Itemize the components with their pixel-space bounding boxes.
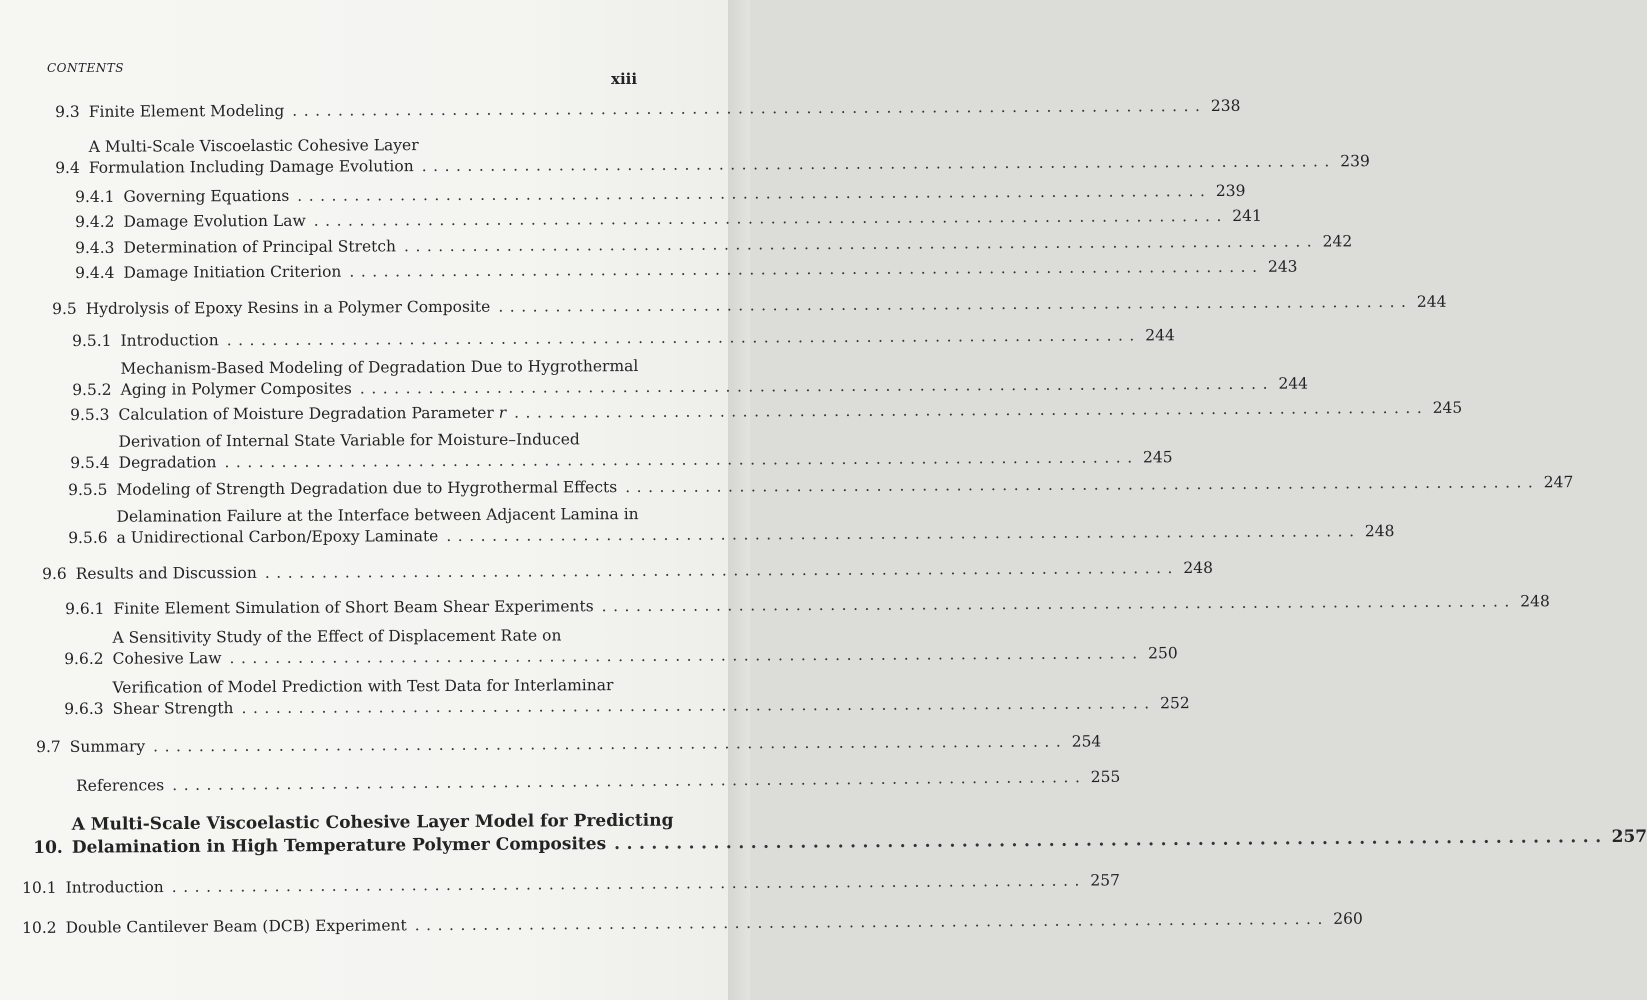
- toc-entry-title-line: A Multi-Scale Viscoelastic Cohesive Layer: [88, 136, 419, 156]
- toc-entry-title-line: Governing Equations: [123, 186, 290, 206]
- toc-entry: [75, 181, 1246, 208]
- toc-entry-number: 10.2: [22, 918, 57, 937]
- toc-entry-title-line: Calculation of Moisture Degradation Parameter r: [118, 403, 507, 424]
- toc-entry-title-line: Introduction: [65, 878, 164, 897]
- toc-entry-title-line: Verification of Model Prediction with Test Data for Interlaminar: [112, 676, 614, 697]
- toc-entry-number: 9.6: [42, 564, 67, 583]
- dot-leader: ................................................................................: [226, 326, 1141, 350]
- toc-entry-title-line: Results and Discussion: [75, 563, 257, 583]
- dot-leader: ................................................................................: [153, 732, 1068, 756]
- toc-entry: [55, 134, 1370, 179]
- toc-entry-title-line: Hydrolysis of Epoxy Resins in a Polymer Composite: [85, 297, 491, 318]
- toc-entry: [36, 732, 1102, 758]
- toc-entry-page: 248: [1183, 558, 1214, 578]
- toc-entry-number: 9.4.2: [75, 212, 115, 231]
- dot-leader: ................................................................................: [614, 827, 1608, 854]
- toc-entry-page: 254: [1071, 732, 1102, 751]
- toc-entry-title-line: Damage Initiation Criterion: [123, 262, 342, 282]
- toc-entry-number: 9.4.3: [75, 238, 115, 257]
- toc-entry-title-line: Cohesive Law: [112, 649, 222, 668]
- toc-entry-title-line: A Sensitivity Study of the Effect of Displacement Rate on: [112, 626, 562, 647]
- toc-entry-title-line: References: [76, 776, 165, 795]
- toc-entry-page: 244: [1145, 326, 1175, 345]
- toc-entry-title-line: Mechanism-Based Modeling of Degradation Due to Hygrothermal: [120, 357, 639, 378]
- toc-entry-title: [112, 672, 1155, 719]
- dot-leader: ................................................................................: [498, 292, 1413, 316]
- toc-entry-title: [89, 130, 1336, 179]
- toc-entry: [68, 504, 1395, 549]
- toc-entry-title: [70, 732, 1068, 758]
- dot-leader: ................................................................................: [292, 96, 1207, 120]
- toc-entry-page: 239: [1215, 181, 1246, 201]
- dot-leader: ................................................................................: [625, 473, 1540, 497]
- dot-leader: ................................................................................: [414, 909, 1329, 935]
- toc-entry-title-line: Modeling of Strength Degradation due to Hygrothermal Effects: [116, 478, 618, 499]
- toc-entry-number: 9.6.3: [64, 699, 104, 718]
- toc-entry: [52, 292, 1447, 320]
- dot-leader: ................................................................................: [229, 644, 1144, 668]
- toc-entry-title: [123, 206, 1227, 233]
- toc-entry: [33, 809, 1647, 860]
- toc-entry-page: 244: [1416, 292, 1447, 311]
- toc-entry-title-line: a Unidirectional Carbon/Epoxy Laminate: [116, 527, 439, 547]
- toc-entry: [72, 326, 1175, 352]
- toc-entry-title-line: Finite Element Simulation of Short Beam Shear Experiments: [113, 597, 594, 618]
- dot-leader: ................................................................................: [514, 398, 1429, 422]
- toc-entry-page: 257: [1090, 871, 1120, 890]
- toc-entry-page: 250: [1148, 644, 1178, 663]
- toc-entry-page: 241: [1232, 206, 1262, 225]
- toc-entry-title-line: Determination of Principal Stretch: [123, 237, 397, 257]
- toc-entry-number: 9.5: [52, 299, 77, 318]
- toc-entry-page: 243: [1267, 257, 1298, 276]
- toc-entry-title: [72, 803, 1608, 860]
- toc-entry: [68, 473, 1574, 501]
- toc-entry-title: [118, 426, 1138, 473]
- toc-entry-number: 9.3: [55, 102, 80, 121]
- toc-entry-title-line: A Multi-Scale Viscoelastic Cohesive Layer Model for Predicting: [71, 810, 674, 835]
- toc-entry: [65, 592, 1550, 620]
- toc-entry-title-line: Delamination in High Temperature Polymer Composites: [71, 833, 607, 858]
- toc-entry-title-line: Finite Element Modeling: [88, 101, 285, 121]
- toc-entry-title-line: Double Cantilever Beam (DCB) Experiment: [65, 916, 407, 937]
- toc-entry-title: [89, 96, 1207, 123]
- toc-entry: [42, 558, 1214, 585]
- toc-entry-page: 252: [1160, 694, 1190, 713]
- toc-entry-number: 9.5.6: [68, 528, 108, 547]
- toc-entry-title: [116, 500, 1360, 549]
- dot-leader: ................................................................................: [403, 232, 1319, 256]
- toc-entry-number: 9.5.5: [68, 480, 108, 499]
- toc-entry-number: 9.6.1: [65, 599, 105, 618]
- page-number: xiii: [611, 70, 638, 88]
- toc-entry-page: 242: [1322, 232, 1353, 251]
- toc-entry-number: 9.4: [55, 158, 80, 177]
- toc-entry: [72, 356, 1309, 401]
- running-header: CONTENTS: [47, 61, 125, 75]
- toc-entry-number: 9.5.4: [70, 453, 110, 472]
- dot-leader: ................................................................................: [264, 559, 1180, 582]
- toc-entry: [70, 429, 1173, 474]
- dot-leader: ................................................................................: [171, 871, 1086, 896]
- toc-entry-page: 260: [1333, 909, 1363, 928]
- dot-leader: ................................................................................: [241, 694, 1156, 718]
- dot-leader: ................................................................................: [601, 592, 1516, 616]
- toc-entry-page: 257: [1611, 826, 1647, 847]
- toc-entry: [75, 206, 1262, 233]
- toc-entry-title-line: Damage Evolution Law: [123, 211, 306, 231]
- dot-leader: ................................................................................: [349, 257, 1264, 281]
- toc-entry-page: 248: [1520, 592, 1550, 611]
- toc-entry-title: [120, 353, 1274, 401]
- toc-entry-page: 245: [1432, 398, 1463, 417]
- toc-entry-number: 9.6.2: [64, 649, 104, 668]
- toc-entry-title: [112, 622, 1143, 669]
- dot-leader: ................................................................................: [421, 152, 1336, 176]
- toc-entry-title-line: Delamination Failure at the Interface between Adjacent Lamina in: [116, 505, 639, 526]
- toc-entry-number: 9.4.4: [75, 263, 115, 282]
- dot-leader: ................................................................................: [446, 522, 1361, 546]
- toc-entry-title: [123, 181, 1211, 208]
- toc-entry-number: 9.5.2: [72, 380, 112, 399]
- toc-entry-page: 244: [1278, 374, 1309, 393]
- toc-entry: [70, 398, 1463, 426]
- toc-entry-title-line: Introduction: [120, 331, 219, 350]
- toc-entry-page: 239: [1340, 152, 1370, 171]
- toc-entry-page: 245: [1142, 448, 1173, 467]
- toc-entry-title-line: Summary: [69, 737, 146, 756]
- toc-entry-title-line: Degradation: [118, 453, 217, 472]
- toc-entry-page: 255: [1090, 767, 1121, 787]
- toc-entry: [64, 675, 1190, 720]
- dot-leader: ................................................................................: [359, 374, 1275, 398]
- dot-leader: ................................................................................: [297, 182, 1212, 205]
- toc-entry-title: [76, 558, 1179, 585]
- toc-entry-title-line: Aging in Polymer Composites: [120, 379, 352, 399]
- toc-entry: [75, 257, 1298, 284]
- toc-entry-number: 10.: [33, 837, 63, 858]
- toc-entry-page: 248: [1364, 522, 1395, 541]
- dot-leader: ................................................................................: [313, 206, 1228, 230]
- dot-leader: ................................................................................: [224, 448, 1139, 472]
- toc-entry: [75, 232, 1353, 259]
- toc-entry-number: 9.5.3: [70, 405, 110, 424]
- toc-entry-number: 9.4.1: [75, 187, 115, 206]
- toc-entry-title: [120, 325, 1140, 351]
- toc-entry: [55, 96, 1241, 123]
- dot-leader: ................................................................................: [172, 768, 1087, 795]
- toc-entry-title-line: Derivation of Internal State Variable for Moisture–Induced: [118, 430, 580, 451]
- toc-entry-page: 247: [1543, 473, 1574, 492]
- toc-entry-number: 9.5.1: [72, 331, 112, 350]
- toc-entry-number: 9.7: [36, 737, 61, 756]
- toc-entry-page: 238: [1210, 96, 1241, 115]
- toc-entry-title-line: Shear Strength: [112, 699, 234, 718]
- toc-entry-number: 10.1: [22, 878, 57, 897]
- toc-entry: [64, 625, 1178, 670]
- toc-entry-title-line: Formulation Including Damage Evolution: [88, 157, 414, 177]
